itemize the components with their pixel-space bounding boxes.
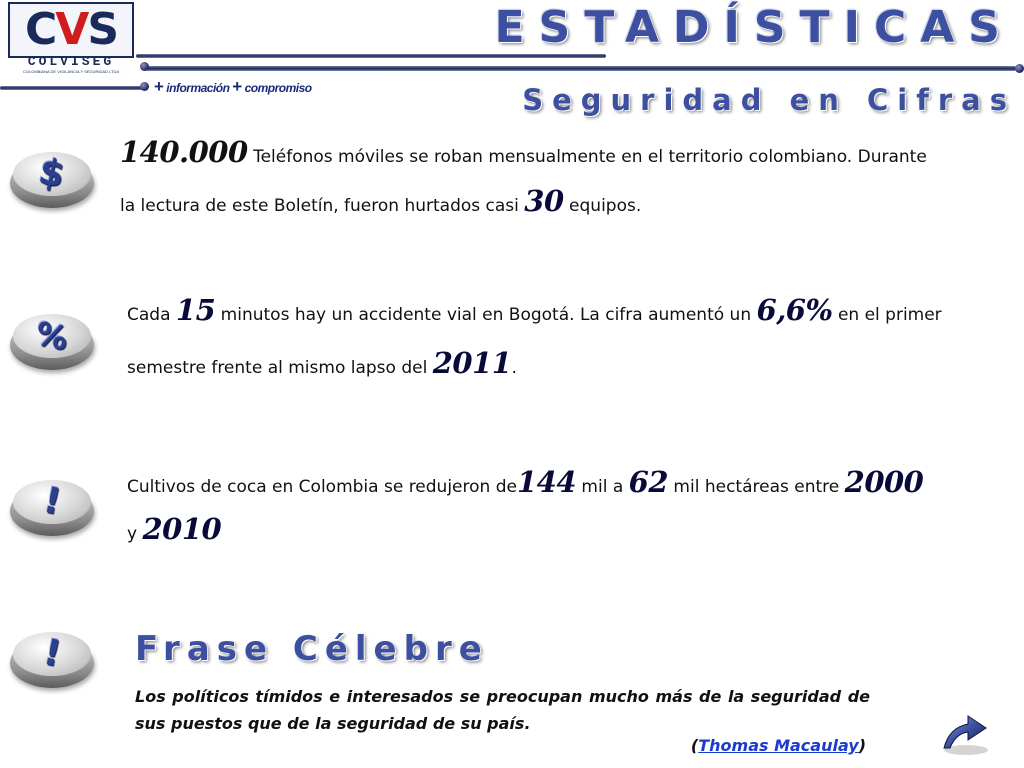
curved-arrow-icon[interactable] — [938, 702, 994, 758]
page-subtitle: Seguridad en Cifras — [522, 83, 1016, 117]
stat-line — [127, 458, 1012, 511]
stat-text: minutos hay un accidente vial en Bogotá. La cifra aumentó un — [220, 305, 752, 325]
next-slide-arrow[interactable] — [938, 702, 994, 758]
stat-value: 2010 — [142, 512, 222, 546]
percent-icon: % — [10, 312, 94, 370]
dollar-icon: $ — [10, 150, 94, 208]
header-divider-upper — [136, 54, 606, 58]
quote-title: Frase Célebre — [135, 629, 489, 669]
stat-coca — [127, 458, 1012, 558]
header-divider-left — [0, 86, 146, 90]
stat-value: 6,6% — [756, 293, 833, 327]
exclamation-icon: ! — [10, 478, 94, 536]
logo-mark — [8, 2, 134, 58]
stat-text: Cultivos de coca en Colombia se redujeron de — [127, 477, 517, 497]
slogan-part1: información — [166, 81, 230, 95]
plus-icon: + — [232, 77, 242, 96]
stat-line — [120, 128, 1010, 181]
exclamation-icon: ! — [10, 630, 94, 688]
author-link[interactable]: Thomas Macaulay — [698, 736, 859, 755]
stat-text: mil hectáreas entre — [673, 477, 840, 497]
logo-name: COLVISEG — [27, 54, 115, 69]
quote-author: (Thomas Macaulay) — [690, 736, 866, 755]
slogan-part2: compromiso — [244, 81, 312, 95]
logo-tagline: COLOMBIANA DE VIGILANCIA Y SEGURIDAD LTDA — [22, 69, 120, 74]
plus-icon: + — [154, 77, 164, 96]
page-title: ESTADÍSTICAS — [494, 2, 1014, 53]
stat-value: 30 — [524, 184, 564, 218]
stat-value: 140.000 — [120, 135, 248, 169]
stat-text: . — [511, 358, 517, 378]
stat-text: mil a — [581, 477, 624, 497]
header-divider-main — [146, 66, 1016, 71]
stat-line — [127, 339, 1012, 392]
stat-value: 2011 — [432, 346, 512, 380]
slogan — [154, 77, 312, 97]
stat-line — [127, 286, 1012, 339]
stat-text: en el primer — [837, 305, 942, 325]
divider-dot — [140, 82, 149, 91]
stat-text: y — [127, 524, 138, 544]
divider-dot — [140, 62, 149, 71]
stat-value: 2000 — [844, 465, 924, 499]
stat-line — [120, 177, 1010, 230]
logo-letters: CVS — [24, 4, 118, 55]
stat-accidents — [127, 286, 1012, 392]
stat-text: equipos. — [569, 196, 642, 216]
stat-phones — [120, 128, 1010, 230]
stat-text: Teléfonos móviles se roban mensualmente en el territorio colombiano. Durante — [253, 147, 927, 167]
stat-value: 15 — [175, 293, 216, 327]
stat-value: 62 — [628, 465, 669, 499]
stat-text: Cada — [127, 305, 171, 325]
stat-line — [127, 505, 1012, 558]
divider-dot — [1015, 64, 1024, 73]
company-logo — [8, 2, 136, 78]
stat-text: la lectura de este Boletín, fueron hurtados casi — [120, 196, 519, 216]
stat-value: 144 — [516, 465, 577, 499]
stat-text: semestre frente al mismo lapso del — [127, 358, 428, 378]
quote-text: Los políticos tímidos e interesados se preocupan mucho más de la seguridad de sus puestos que de la seguridad de su país. — [135, 687, 870, 733]
